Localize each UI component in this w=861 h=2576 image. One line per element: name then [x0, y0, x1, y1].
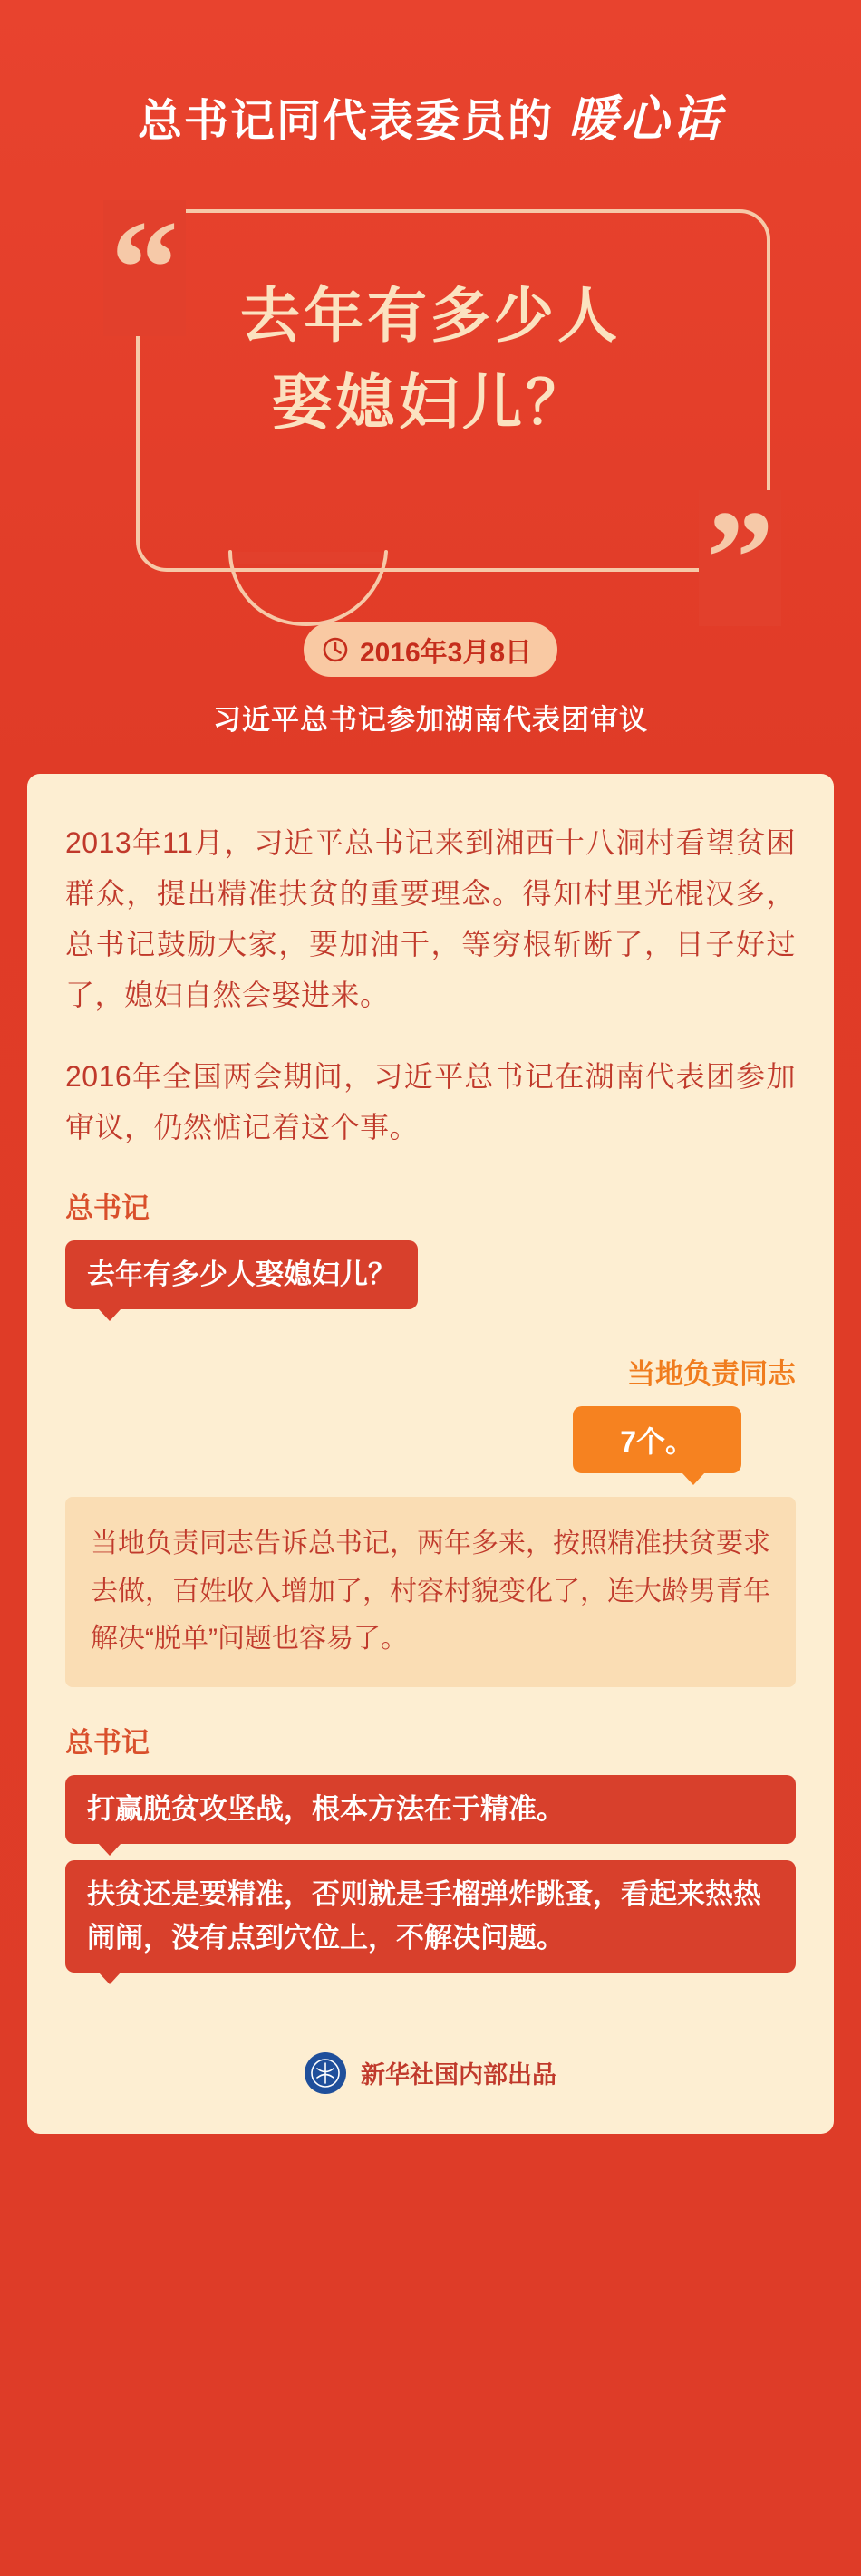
- quote-text: [73, 273, 788, 446]
- quote-bubble-tail: [228, 548, 388, 628]
- footer-text: 新华社国内部出品: [361, 2061, 556, 2089]
- speaker-label-3: 总书记: [65, 1726, 150, 1759]
- quote-bubble-3: 打赢脱贫攻坚战，根本方法在于精准。: [65, 1775, 796, 1844]
- quote-bubble-4: 扶贫还是要精准，否则就是手榴弹炸跳蚤，看起来热热闹闹，没有点到穴位上，不解决问题。: [65, 1860, 796, 1973]
- xinhua-logo-icon: [305, 2052, 346, 2094]
- subtitle: 习近平总书记参加湖南代表团审议: [213, 704, 648, 736]
- quote-bubble: [73, 191, 788, 633]
- speaker-label-1: 总书记: [65, 1192, 150, 1224]
- poster-footer: [27, 2025, 834, 2134]
- speaker-label-2: 当地负责同志: [627, 1358, 796, 1391]
- page-title-script: 暖心话: [568, 92, 723, 147]
- inset-paragraph: 当地负责同志告诉总书记，两年多来，按照精准扶贫要求去做，百姓收入增加了，村容村貌变化了，连大龄男青年解决“脱单”问题也容易了。: [91, 1529, 770, 1655]
- quote-bubble-2: 7个。: [573, 1406, 741, 1473]
- date-label: 2016年3月8日: [359, 638, 533, 668]
- body-paragraph-2: 2016年全国两会期间，习近平总书记在湖南代表团参加审议，仍然惦记着这个事。: [65, 1060, 796, 1143]
- poster-header: [0, 0, 861, 147]
- quote-bubble-1: 去年有多少人娶媳妇儿？: [65, 1240, 418, 1309]
- quote-line-1: 去年有多少人: [240, 282, 621, 349]
- clock-icon: [322, 636, 349, 663]
- quote-close-mark: ”: [699, 490, 781, 626]
- date-badge: [304, 622, 557, 677]
- page-title-plain: 总书记同代表委员的: [137, 97, 554, 146]
- quote-open-mark: “: [103, 200, 186, 336]
- page-title: [137, 92, 723, 147]
- quote-bubble-2-wrap: [65, 1406, 796, 1473]
- quote-line-2: 娶媳妇儿？: [272, 368, 589, 436]
- content-card: [27, 774, 834, 2025]
- inset-paragraph-block: [65, 1497, 796, 1687]
- body-paragraph-1: 2013年11月，习近平总书记来到湘西十八洞村看望贫困群众，提出精准扶贫的重要理念。得知村里光棍汉多，总书记鼓励大家，要加油干，等穷根斩断了，日子好过了，媳妇自然会娶进来。: [65, 826, 796, 1011]
